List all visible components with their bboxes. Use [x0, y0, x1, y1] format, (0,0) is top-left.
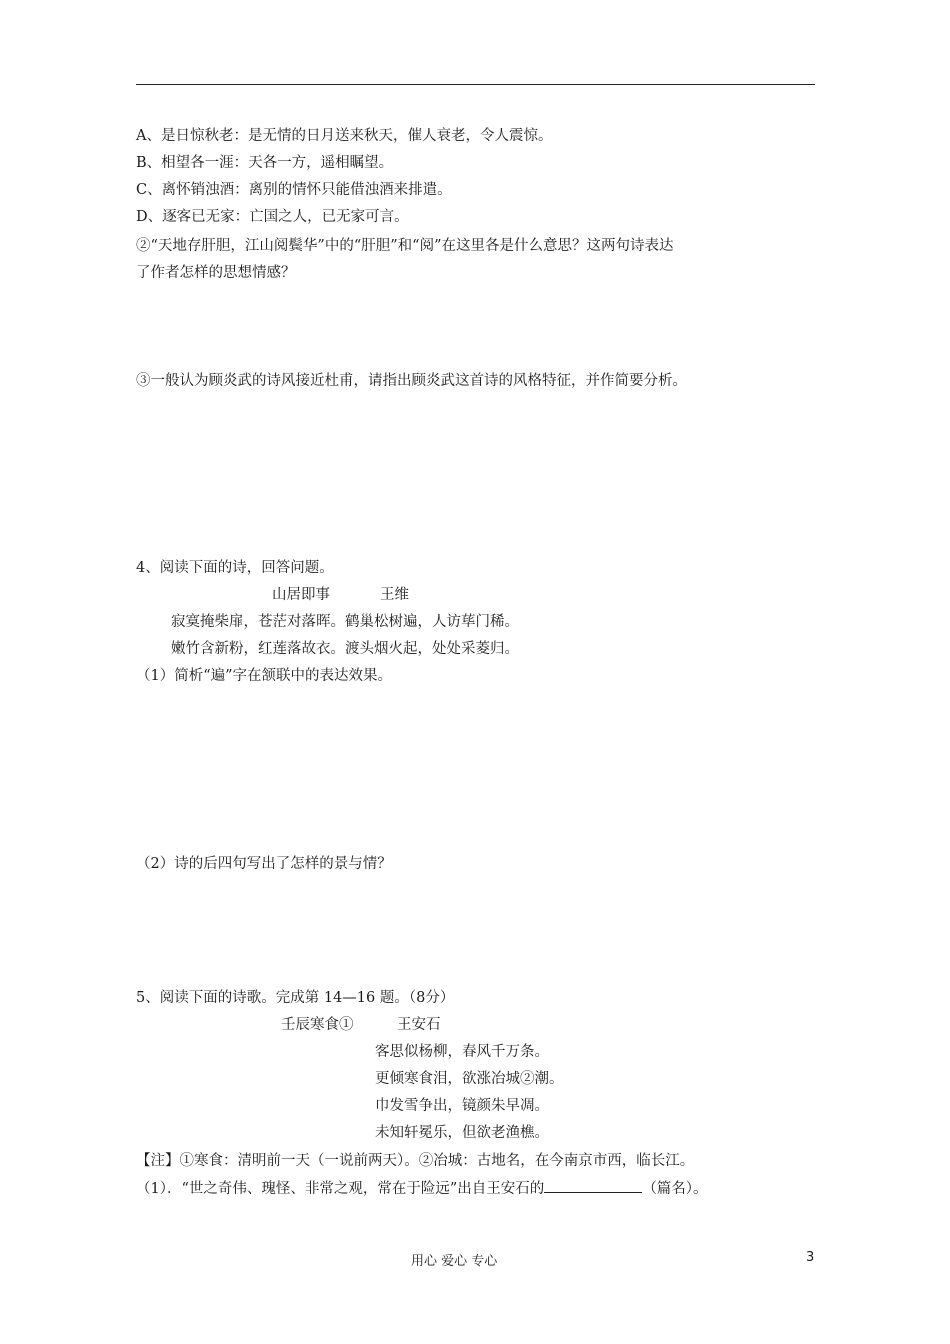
- poem-5-line-1: 客思似杨柳，春风千万条。: [375, 1044, 549, 1060]
- option-c: C、离怀销浊酒：离别的情怀只能借浊酒来排遣。: [136, 182, 452, 198]
- section-5-note: 【注】①寒食：清明前一天（一说前两天）。②冶城：古地名，在今南京市西，临长江。: [136, 1153, 695, 1169]
- section-4-question-1: （1）简析“遍”字在颔联中的表达效果。: [136, 668, 393, 684]
- poem-5-author: 王安石: [397, 1017, 441, 1033]
- poem-4-line-2: 嫩竹含新粉，红莲落故衣。渡头烟火起，处处采菱归。: [171, 641, 519, 657]
- header-rule: [136, 84, 815, 85]
- question-2-line-1: ②“天地存肝胆，江山阅鬓华”中的“肝胆”和“阅”在这里各是什么意思？这两句诗表达: [136, 238, 674, 254]
- option-d: D、逐客已无家：亡国之人，已无家可言。: [136, 209, 409, 225]
- section-5-intro: 5、阅读下面的诗歌。完成第 14—16 题。（8分）: [136, 990, 455, 1006]
- poem-5-line-4: 未知轩冕乐，但欲老渔樵。: [375, 1125, 549, 1141]
- section-5-question-1: [136, 1178, 708, 1199]
- poem-5-line-2: 更倾寒食泪，欲涨冶城②潮。: [375, 1071, 564, 1087]
- question-1-prefix: （1）．“世之奇伟、瑰怪、非常之观，常在于险远”出自王安石的: [136, 1181, 545, 1197]
- section-4-question-2: （2）诗的后四句写出了怎样的景与情？: [136, 856, 392, 872]
- section-4-intro: 4、阅读下面的诗，回答问题。: [136, 560, 334, 576]
- poem-5-line-3: 巾发雪争出，镜颜朱早凋。: [375, 1098, 549, 1114]
- page-number: 3: [806, 1250, 815, 1265]
- answer-blank[interactable]: [544, 1178, 642, 1193]
- option-a: A、是日惊秋老：是无情的日月送来秋天，催人衰老，令人震惊。: [136, 128, 553, 144]
- poem-5-title: 壬辰寒食①: [281, 1017, 354, 1033]
- option-b: B、相望各一涯：天各一方，遥相瞩望。: [136, 155, 394, 171]
- poem-4-author: 王维: [380, 587, 409, 603]
- poem-4-title: 山居即事: [272, 587, 330, 603]
- question-1-suffix: （篇名）。: [642, 1181, 708, 1197]
- poem-4-line-1: 寂寞掩柴扉，苍茫对落晖。鹤巢松树遍，人访荜门稀。: [171, 614, 519, 630]
- question-2-line-2: 了作者怎样的思想情感？: [136, 265, 296, 281]
- question-3: ③一般认为顾炎武的诗风接近杜甫，请指出顾炎武这首诗的风格特征，并作简要分析。: [136, 373, 687, 389]
- footer-motto: 用心 爱心 专心: [411, 1254, 498, 1269]
